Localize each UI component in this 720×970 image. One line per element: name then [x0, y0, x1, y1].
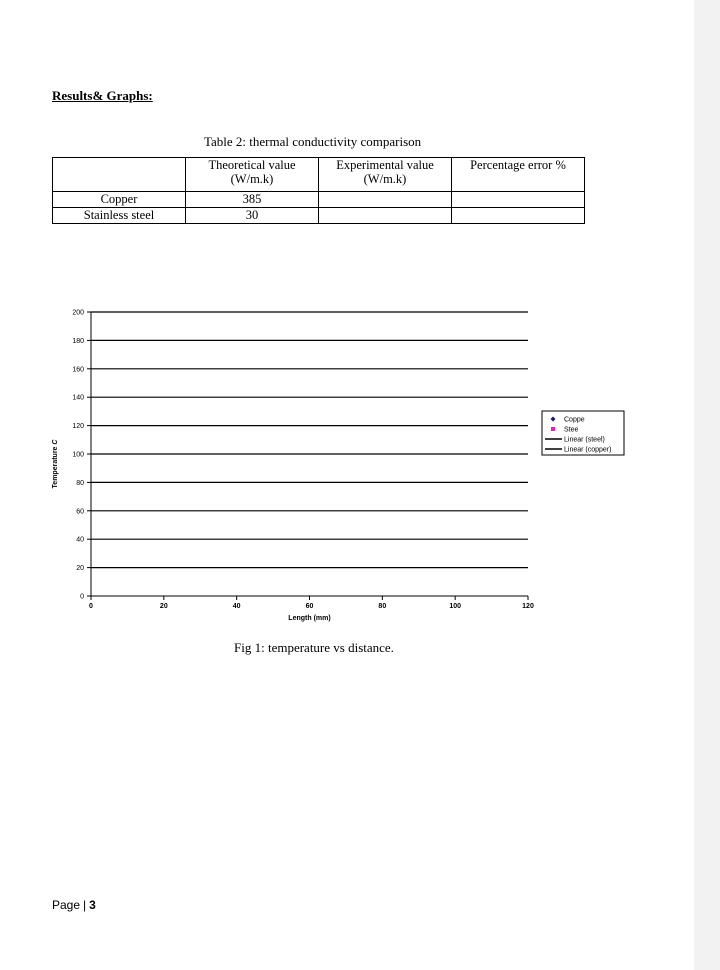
x-tick-label: 120	[522, 603, 534, 610]
page-separator: |	[83, 898, 87, 912]
y-tick-label: 120	[72, 423, 84, 431]
conductivity-table	[52, 157, 585, 224]
table-row	[53, 192, 585, 208]
y-axis-unit: C	[52, 439, 59, 445]
table-header-theoretical: Theoretical value (W/m.k)	[186, 158, 319, 192]
table-caption: Table 2: thermal conductivity comparison	[204, 134, 422, 149]
y-tick-label: 140	[72, 394, 84, 402]
figure-caption: Fig 1: temperature vs distance.	[234, 640, 394, 655]
page-number: 3	[89, 898, 96, 912]
y-tick-label: 200	[72, 309, 84, 317]
table-cell-experimental	[319, 192, 452, 208]
x-tick-label: 40	[232, 603, 241, 610]
page-label: Page	[52, 898, 81, 912]
table-cell-theoretical: 385	[186, 192, 319, 208]
table-cell-experimental	[319, 208, 452, 224]
legend-entry-label: Linear (copper)	[564, 446, 612, 454]
section-heading: Results& Graphs:	[52, 88, 153, 103]
y-tick-label: 40	[76, 536, 84, 544]
legend-entry-label: Coppe	[564, 416, 585, 424]
y-tick-label: 20	[76, 565, 84, 573]
table-header-error: Percentage error %	[452, 158, 585, 192]
y-tick-label: 0	[80, 593, 84, 601]
legend-entry-label: Linear (steel)	[564, 436, 605, 444]
table-cell-error	[452, 208, 585, 224]
y-tick-label: 60	[76, 508, 84, 516]
x-tick-label: 60	[305, 603, 314, 610]
x-tick-label: 80	[378, 603, 387, 610]
table-cell-error	[452, 192, 585, 208]
scrollbar-track[interactable]	[694, 0, 720, 970]
x-tick-label: 20	[159, 603, 168, 610]
table-cell-material: Copper	[53, 192, 186, 208]
y-tick-label: 100	[72, 451, 84, 459]
table-cell-material: Stainless steel	[53, 208, 186, 224]
table-header-experimental: Experimental value (W/m.k)	[319, 158, 452, 192]
y-tick-label: 180	[72, 337, 84, 345]
y-tick-label: 80	[76, 479, 84, 487]
legend-entry-label: Stee	[564, 426, 579, 434]
table-row	[53, 208, 585, 224]
legend-marker-swatch	[551, 427, 555, 431]
table-header-empty	[53, 158, 186, 192]
table-header-row	[53, 158, 585, 192]
y-tick-label: 160	[72, 366, 84, 374]
table-cell-theoretical: 30	[186, 208, 319, 224]
temperature-distance-chart	[40, 295, 640, 635]
x-tick-label: 100	[449, 603, 462, 610]
x-axis-label: Length (mm)	[288, 615, 331, 622]
y-axis-label: Temperature C	[52, 439, 59, 489]
page-footer	[52, 898, 96, 912]
x-tick-label: 0	[89, 603, 93, 610]
